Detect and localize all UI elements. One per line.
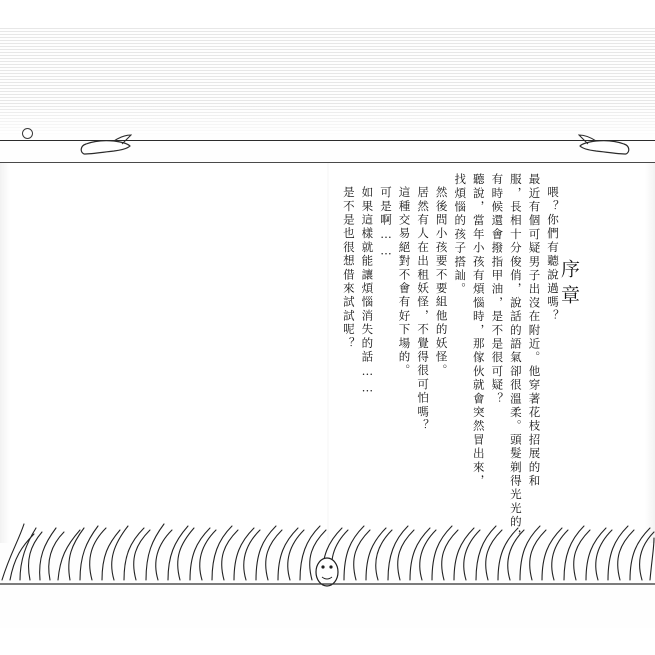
page-header-texture [0, 28, 655, 140]
chapter-title: 序章 [558, 259, 580, 311]
text-column: 有時候還會撥指甲油，是不是很可疑？ [490, 173, 505, 406]
text-column: 找煩惱的孩子搭訕。 [453, 173, 468, 297]
text-column: 然後問小孩要不要組他的妖怪。 [434, 186, 449, 378]
circle-ornament-icon [22, 128, 33, 139]
grass-illustration [0, 498, 655, 628]
grass-svg [0, 498, 655, 628]
text-column: 這種交易絕對不會有好下場的。 [397, 186, 412, 378]
text-column: 是不是也很想借來試試呢？ [341, 186, 356, 351]
text-column: 聽說，當年小孩有煩惱時，那傢伙就會突然冒出來， [471, 173, 486, 489]
text-column: 服，長相十分俊俏，說話的語氣卻很溫柔。頭髮剃得光光的， [508, 173, 523, 543]
text-column: 居然有人在出租妖怪，不覺得很可怕嗎？ [416, 186, 431, 433]
tadpole-icon-left [78, 132, 132, 160]
body-text-columns [60, 173, 600, 543]
right-page-edge-shading [645, 163, 655, 543]
left-page-edge-shading [0, 163, 10, 543]
tadpole-icon-right [578, 132, 632, 160]
header-rule-secondary [0, 162, 655, 163]
book-spread [0, 28, 655, 628]
small-creature-icon [316, 558, 338, 586]
text-column: 可是啊…… [378, 186, 393, 260]
text-column: 最近有個可疑男子出沒在附近。他穿著花枝招展的和 [527, 173, 542, 489]
text-column: 如果這樣就能讓煩惱消失的話…… [360, 186, 375, 397]
text-column: 喂？你們有聽說過嗎？ [546, 186, 560, 323]
